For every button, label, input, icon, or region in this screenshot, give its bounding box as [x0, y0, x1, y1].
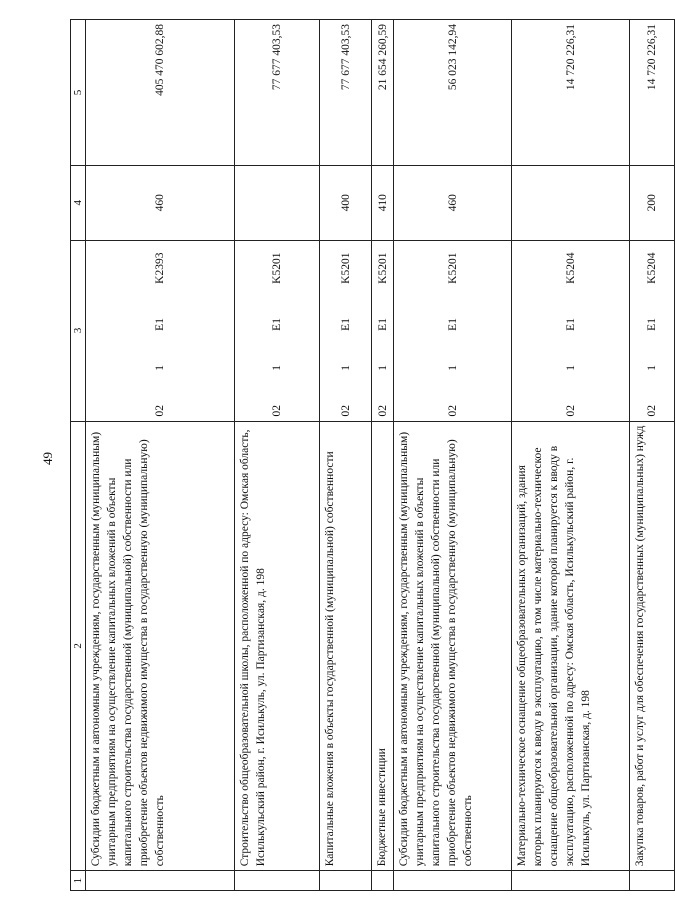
- code-project: E1: [446, 318, 459, 331]
- row-code: [86, 240, 235, 421]
- row-sum: 21 654 260,59: [372, 20, 394, 166]
- row-expense-type: [512, 165, 630, 240]
- row-expense-type: 200: [630, 165, 675, 240]
- row-sum: 14 720 226,31: [630, 20, 675, 166]
- code-direction: K5204: [646, 252, 658, 284]
- code-program: 02: [646, 405, 658, 417]
- row-expense-type: [235, 165, 320, 240]
- table-row: [512, 20, 630, 891]
- row-name: Закупка товаров, работ и услуг для обеспечения государственных (муниципальных) нужд: [630, 421, 675, 871]
- budget-table: [70, 19, 675, 891]
- header-col-4: 4: [71, 165, 86, 240]
- code-direction: K2393: [154, 252, 166, 284]
- page-number: 49: [40, 452, 55, 465]
- row-name: Капитальные вложения в объекты государственной (муниципальной) собственности: [320, 421, 372, 871]
- code-subprogram: 1: [376, 365, 389, 371]
- row-expense-type: 460: [394, 165, 512, 240]
- row-index-cell: [320, 871, 372, 891]
- row-expense-type: 400: [320, 165, 372, 240]
- code-project: E1: [154, 318, 166, 331]
- row-name: Субсидии бюджетным и автономным учреждениям, государственным (муниципальным) унитарным предприятиям на осуществление капитальных вложений в объекты капитального строительства государственной (муниципальной) собственности или приобретение объектов недвижимого имущества в государственную (муниципальную) собственность: [86, 421, 235, 871]
- table-row: [320, 20, 372, 891]
- row-code: [372, 240, 394, 421]
- code-project: E1: [564, 318, 577, 331]
- code-subprogram: 1: [446, 365, 459, 371]
- row-index-cell: [235, 871, 320, 891]
- code-program: 02: [339, 405, 352, 417]
- row-code: [235, 240, 320, 421]
- row-index-cell: [630, 871, 675, 891]
- table-row: [235, 20, 320, 891]
- row-name: Строительство общеобразовательной школы, расположенной по адресу: Омская область, Исилькульский район, г. Исилькуль, ул. Партизанская, д. 198: [235, 421, 320, 871]
- row-code: [394, 240, 512, 421]
- header-col-2: 2: [71, 421, 86, 871]
- code-project: E1: [271, 318, 283, 331]
- row-sum: 77 677 403,53: [320, 20, 372, 166]
- code-project: E1: [339, 318, 352, 331]
- header-col-3: 3: [71, 240, 86, 421]
- row-index-cell: [372, 871, 394, 891]
- table-row: [394, 20, 512, 891]
- code-direction: K5201: [446, 252, 459, 284]
- code-subprogram: 1: [271, 365, 283, 371]
- code-subprogram: 1: [154, 365, 166, 371]
- code-program: 02: [376, 405, 389, 417]
- table-row: [86, 20, 235, 891]
- code-program: 02: [271, 405, 283, 417]
- code-program: 02: [564, 405, 577, 417]
- code-program: 02: [154, 405, 166, 417]
- row-name: Бюджетные инвестиции: [372, 421, 394, 871]
- code-direction: K5201: [339, 252, 352, 284]
- table-row: [372, 20, 394, 891]
- row-expense-type: 460: [86, 165, 235, 240]
- row-index-cell: [512, 871, 630, 891]
- table-header-row: [71, 20, 86, 891]
- code-direction: K5201: [376, 252, 389, 284]
- row-sum: 56 023 142,94: [394, 20, 512, 166]
- code-subprogram: 1: [564, 365, 577, 371]
- code-project: E1: [376, 318, 389, 331]
- row-name: Субсидии бюджетным и автономным учреждениям, государственным (муниципальным) унитарным предприятиям на осуществление капитальных вложений в объекты капитального строительства государственной (муниципальной) собственности или приобретение объектов недвижимого имущества в государственную (муниципальную) собственность: [394, 421, 512, 871]
- code-subprogram: 1: [339, 365, 352, 371]
- row-sum: 14 720 226,31: [512, 20, 630, 166]
- row-code: [630, 240, 675, 421]
- row-expense-type: 410: [372, 165, 394, 240]
- header-col-5: 5: [71, 20, 86, 166]
- table-row: [630, 20, 675, 891]
- row-index-cell: [394, 871, 512, 891]
- code-project: E1: [646, 318, 658, 331]
- code-direction: K5201: [271, 252, 283, 284]
- row-index-cell: [86, 871, 235, 891]
- header-col-1: 1: [71, 871, 86, 891]
- row-name: Материально-техническое оснащение общеобразовательных организаций, здания которых планируются к вводу в эксплуатацию, в том числе материально-техническое оснащение общеобразовательной организации, здание которой планируется к вводу в эксплуатацию, расположенной по адресу: Омская область, Исилькульский район, г. Исилькуль, ул. Партизанская, д. 198: [512, 421, 630, 871]
- row-code: [320, 240, 372, 421]
- code-direction: K5204: [564, 252, 577, 284]
- row-sum: 405 470 602,88: [86, 20, 235, 166]
- code-subprogram: 1: [646, 365, 658, 371]
- row-sum: 77 677 403,53: [235, 20, 320, 166]
- row-code: [512, 240, 630, 421]
- code-program: 02: [446, 405, 459, 417]
